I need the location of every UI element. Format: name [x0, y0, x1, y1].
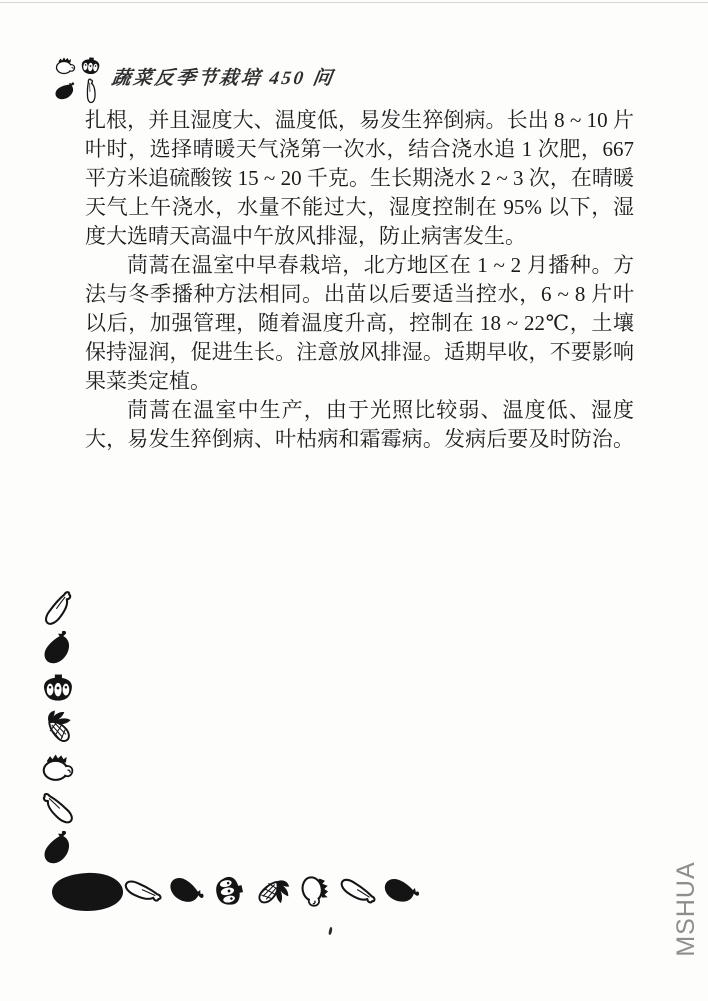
text-line: 天气上午浇水，水量不能过大，湿度控制在 95% 以下，湿: [85, 195, 634, 219]
cucumber-icon: [38, 589, 78, 627]
text-line: 平方米追硫酸铵 15 ~ 20 千克。生长期浇水 2 ~ 3 次，在晴暖: [85, 166, 634, 190]
corn-icon: [38, 709, 78, 747]
text-line: 法与冬季播种方法相同。出苗以后要适当控水，6 ~ 8 片叶: [85, 282, 634, 306]
cucumber-icon: [35, 786, 81, 830]
cucumber-icon: [336, 871, 381, 912]
eggplant-icon: [164, 871, 209, 912]
tomato-icon: [38, 749, 78, 787]
text-line: 以后，加强管理，随着温度升高，控制在 18 ~ 22℃，土壤: [85, 311, 634, 335]
left-icon-column: [35, 589, 81, 867]
cucumber-icon: [119, 868, 168, 914]
ink-speck: [328, 927, 333, 935]
pumpkin-icon: [205, 868, 254, 914]
text-line: 果菜类定植。: [85, 369, 211, 393]
corn-icon: [250, 871, 295, 912]
tomato-icon: [53, 54, 78, 78]
cucumber-icon: [73, 74, 107, 108]
book-title: 蔬菜反季节栽培 450 问: [110, 68, 336, 89]
text-line: 度大选晴天高温中午放风排湿，防止病害发生。: [85, 224, 526, 248]
eggplant-icon: [38, 629, 78, 667]
tomato-icon: [291, 868, 340, 914]
text-line: 叶时，选择晴暖天气浇第一次水，结合浇水追 1 次肥，667: [85, 137, 634, 161]
text-line: 茼蒿在温室中生产，由于光照比较弱、温度低、湿度: [127, 398, 634, 422]
text-line: 扎根，并且湿度大、温度低，易发生猝倒病。长出 8 ~ 10 片: [85, 108, 634, 132]
header-logo: [53, 54, 105, 104]
pumpkin-icon: [38, 669, 78, 707]
text-line: 茼蒿在温室中早春栽培，北方地区在 1 ~ 2 月播种。方: [127, 253, 634, 277]
eggplant-icon: [377, 868, 426, 914]
bottom-icon-row: [124, 870, 420, 912]
eggplant-icon: [38, 829, 78, 867]
page-top-edge-line: [0, 2, 708, 3]
watermark-text: MSHUA: [672, 861, 700, 957]
body-text: [85, 106, 634, 454]
text-line: 保持湿润，促进生长。注意放风排湿。适期早收，不要影响: [85, 340, 634, 364]
text-line: 大，易发生猝倒病、叶枯病和霜霉病。发病后要及时防治。: [85, 427, 634, 451]
corner-ellipse-blob: [51, 872, 124, 912]
